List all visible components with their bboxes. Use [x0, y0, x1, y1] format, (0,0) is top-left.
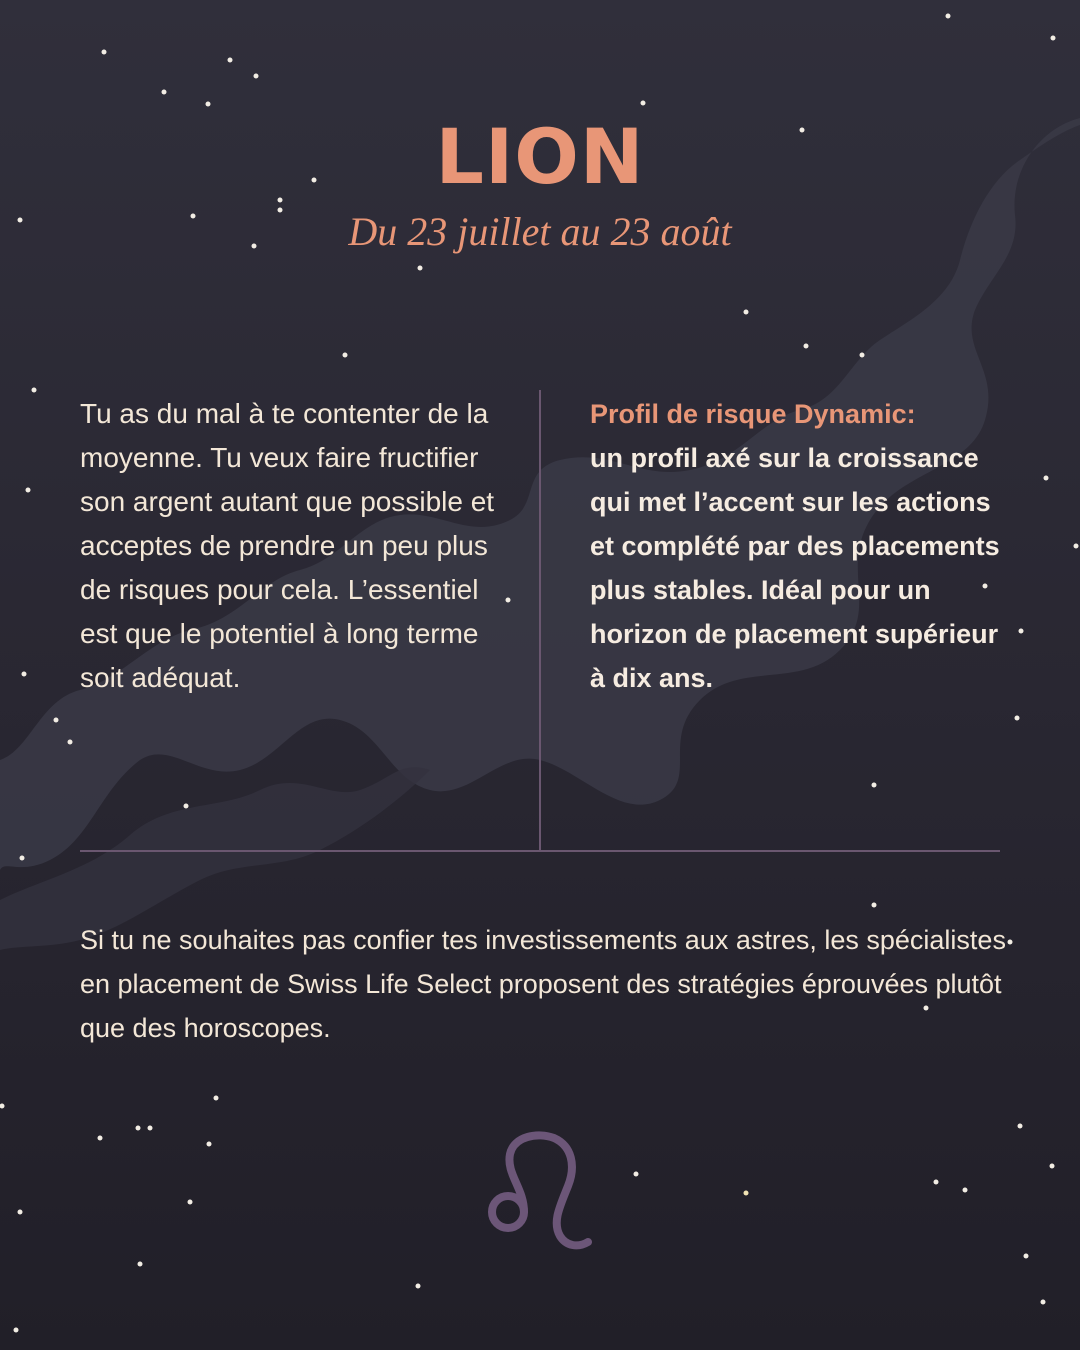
personality-description: Tu as du mal à te contenter de la moyenne. Tu veux faire fructifier son argent autant que possible et acceptes de prendre un peu plus de risques pour cela. L’essentiel est que le potentiel à long terme soit adéquat. — [80, 398, 495, 693]
leo-symbol-icon — [480, 1128, 600, 1258]
horizontal-divider — [80, 850, 1000, 852]
sign-title: LION — [435, 112, 645, 201]
footer-note: Si tu ne souhaites pas confier tes investissements aux astres, les spécialistes en placement de Swiss Life Select proposent des stratégies éprouvées plutôt que des horoscopes. — [80, 925, 1006, 1043]
risk-profile-description: un profil axé sur la croissance qui met l’accent sur les actions et complété par des placements plus stables. Idéal pour un horizon de placement supérieur à dix ans. — [590, 443, 1000, 693]
vertical-divider — [539, 390, 541, 850]
risk-profile-text — [590, 392, 1020, 700]
sign-dates: Du 23 juillet au 23 août — [348, 209, 732, 254]
risk-profile-label: Profil de risque Dynamic: — [590, 399, 916, 429]
